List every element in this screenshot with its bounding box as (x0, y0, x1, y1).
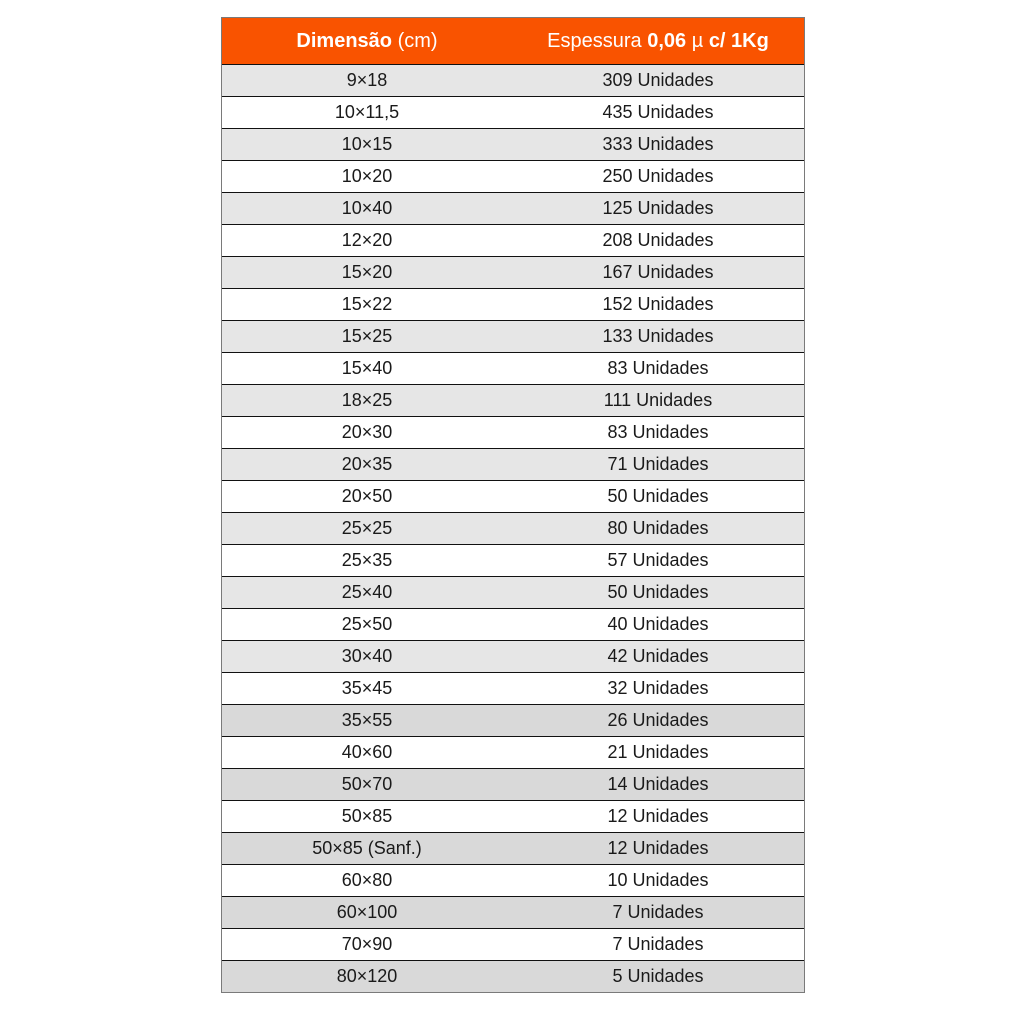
table-row (222, 65, 804, 97)
table-row (222, 289, 804, 321)
cell-quantity: 167 Unidades (602, 262, 714, 282)
header-thickness (512, 30, 804, 53)
table-row (222, 417, 804, 449)
cell-quantity: 40 Unidades (607, 614, 709, 634)
table-header (222, 18, 804, 65)
table-row (222, 737, 804, 769)
table-row (222, 129, 804, 161)
cell-dimension: 25×40 (341, 582, 393, 602)
cell-dimension: 80×120 (336, 966, 398, 986)
cell-dimension: 50×85 (Sanf.) (312, 838, 422, 858)
header-thickness-label: Espessura (547, 29, 642, 52)
cell-dimension: 15×22 (341, 294, 393, 314)
cell-dimension: 40×60 (341, 742, 393, 762)
cell-quantity: 7 Unidades (612, 934, 704, 954)
cell-quantity: 57 Unidades (607, 550, 709, 570)
cell-quantity: 10 Unidades (607, 870, 709, 890)
dimension-quantity-table (221, 17, 805, 993)
table-row (222, 193, 804, 225)
table-row (222, 577, 804, 609)
table-row (222, 353, 804, 385)
cell-dimension: 15×25 (341, 326, 393, 346)
table-row (222, 225, 804, 257)
cell-dimension: 20×35 (341, 454, 393, 474)
cell-quantity: 50 Unidades (607, 582, 709, 602)
cell-dimension: 70×90 (341, 934, 393, 954)
cell-quantity: 32 Unidades (607, 678, 709, 698)
table-row (222, 833, 804, 865)
cell-dimension: 20×50 (341, 486, 393, 506)
table-row (222, 961, 804, 992)
cell-quantity: 71 Unidades (607, 454, 709, 474)
table-row (222, 609, 804, 641)
cell-dimension: 10×11,5 (334, 102, 400, 122)
table-row (222, 673, 804, 705)
table-row (222, 769, 804, 801)
cell-quantity: 250 Unidades (602, 166, 714, 186)
cell-dimension: 25×50 (341, 614, 393, 634)
table-row (222, 897, 804, 929)
header-thickness-unit: µ (691, 29, 704, 52)
table-row (222, 641, 804, 673)
cell-quantity: 111 Unidades (603, 390, 713, 410)
cell-dimension: 15×20 (341, 262, 393, 282)
table-row (222, 481, 804, 513)
table-row (222, 865, 804, 897)
cell-quantity: 12 Unidades (607, 838, 709, 858)
cell-quantity: 5 Unidades (612, 966, 704, 986)
cell-dimension: 35×55 (341, 710, 393, 730)
cell-quantity: 83 Unidades (607, 358, 709, 378)
cell-dimension: 15×40 (341, 358, 393, 378)
cell-quantity: 14 Unidades (607, 774, 709, 794)
cell-dimension: 50×70 (341, 774, 393, 794)
table-row (222, 705, 804, 737)
table-row (222, 97, 804, 129)
cell-quantity: 208 Unidades (602, 230, 714, 250)
cell-dimension: 18×25 (341, 390, 393, 410)
cell-dimension: 25×25 (341, 518, 393, 538)
header-thickness-value: 0,06 (647, 29, 687, 52)
cell-dimension: 10×15 (341, 134, 393, 154)
cell-dimension: 35×45 (341, 678, 393, 698)
table-row (222, 929, 804, 961)
cell-dimension: 10×20 (341, 166, 393, 186)
header-dimension (222, 30, 512, 53)
cell-dimension: 50×85 (341, 806, 393, 826)
cell-quantity: 42 Unidades (607, 646, 709, 666)
table-row (222, 545, 804, 577)
cell-quantity: 435 Unidades (602, 102, 714, 122)
header-dimension-unit: (cm) (397, 29, 438, 52)
header-thickness-suffix: c/ 1Kg (708, 29, 769, 52)
table-row (222, 321, 804, 353)
cell-dimension: 25×35 (341, 550, 393, 570)
cell-dimension: 9×18 (346, 70, 388, 90)
table-row (222, 449, 804, 481)
cell-quantity: 309 Unidades (602, 70, 714, 90)
cell-dimension: 60×100 (336, 902, 398, 922)
cell-quantity: 7 Unidades (612, 902, 704, 922)
cell-dimension: 10×40 (341, 198, 393, 218)
table-row (222, 801, 804, 833)
table-row (222, 385, 804, 417)
table-row (222, 513, 804, 545)
cell-quantity: 125 Unidades (602, 198, 714, 218)
cell-quantity: 133 Unidades (602, 326, 714, 346)
cell-quantity: 21 Unidades (607, 742, 709, 762)
cell-quantity: 333 Unidades (602, 134, 714, 154)
table-row (222, 161, 804, 193)
cell-quantity: 152 Unidades (602, 294, 714, 314)
table-body (222, 65, 804, 992)
cell-dimension: 20×30 (341, 422, 393, 442)
cell-dimension: 12×20 (341, 230, 393, 250)
header-dimension-label: Dimensão (296, 29, 393, 52)
table-row (222, 257, 804, 289)
cell-quantity: 83 Unidades (607, 422, 709, 442)
cell-dimension: 30×40 (341, 646, 393, 666)
cell-quantity: 50 Unidades (607, 486, 709, 506)
cell-quantity: 26 Unidades (607, 710, 709, 730)
cell-quantity: 80 Unidades (607, 518, 709, 538)
cell-dimension: 60×80 (341, 870, 393, 890)
cell-quantity: 12 Unidades (607, 806, 709, 826)
